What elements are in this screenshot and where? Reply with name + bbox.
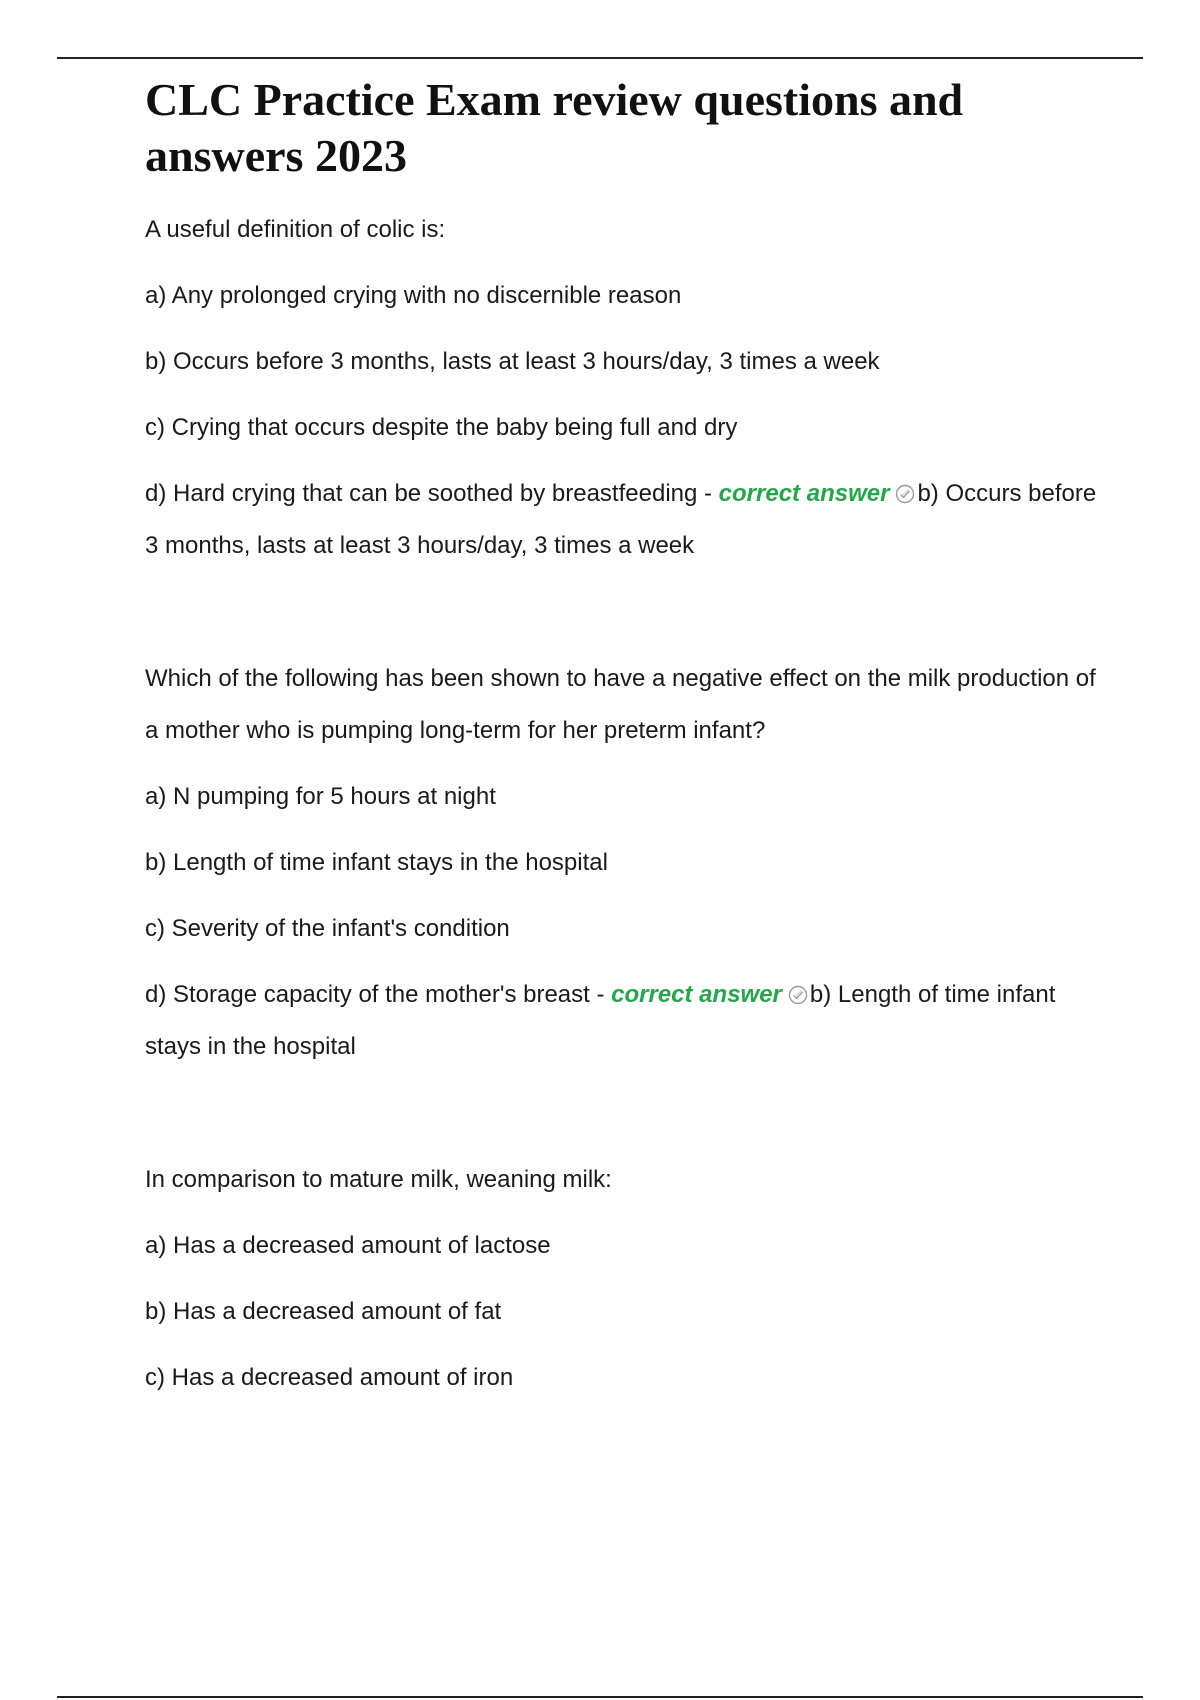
answer-text: b) Occurs before 3 months, lasts at least 3 hours/day, 3 times a week: [145, 480, 1097, 559]
question-block: [145, 204, 1105, 572]
question-prompt: Which of the following has been shown to have a negative effect on the milk production of a mother who is pumping long-term for her preterm infant?: [145, 665, 1096, 744]
option-d-with-answer: [145, 969, 1105, 1073]
option-a: a) Any prolonged crying with no discernible reason: [145, 282, 682, 309]
option-b: b) Has a decreased amount of fat: [145, 1298, 502, 1325]
option-c: c) Has a decreased amount of iron: [145, 1364, 514, 1391]
top-rule: [57, 57, 1143, 59]
page-title: CLC Practice Exam review questions and answers 2023: [145, 74, 964, 181]
check-circle-icon: [895, 484, 915, 504]
bottom-rule: [57, 1696, 1143, 1698]
document-body: [145, 72, 1105, 1404]
option-b: b) Length of time infant stays in the hospital: [145, 849, 608, 876]
check-circle-icon: [788, 985, 808, 1005]
option-d: d) Hard crying that can be soothed by breastfeeding -: [145, 480, 719, 507]
question-prompt: In comparison to mature milk, weaning milk:: [145, 1166, 612, 1193]
correct-answer-label: correct answer: [718, 480, 890, 507]
option-c: c) Crying that occurs despite the baby being full and dry: [145, 414, 738, 441]
option-a: a) Has a decreased amount of lactose: [145, 1232, 551, 1259]
option-b: b) Occurs before 3 months, lasts at least 3 hours/day, 3 times a week: [145, 348, 880, 375]
question-prompt: A useful definition of colic is:: [145, 216, 446, 243]
answer-text: b) Length of time infant stays in the hospital: [145, 981, 1056, 1060]
option-d: d) Storage capacity of the mother's breast -: [145, 981, 612, 1008]
question-block: [145, 1154, 1105, 1404]
correct-answer-label: correct answer: [611, 981, 782, 1008]
option-c: c) Severity of the infant's condition: [145, 915, 510, 942]
option-a: a) N pumping for 5 hours at night: [145, 783, 496, 810]
question-block: [145, 653, 1105, 1073]
option-d-with-answer: [145, 468, 1105, 572]
